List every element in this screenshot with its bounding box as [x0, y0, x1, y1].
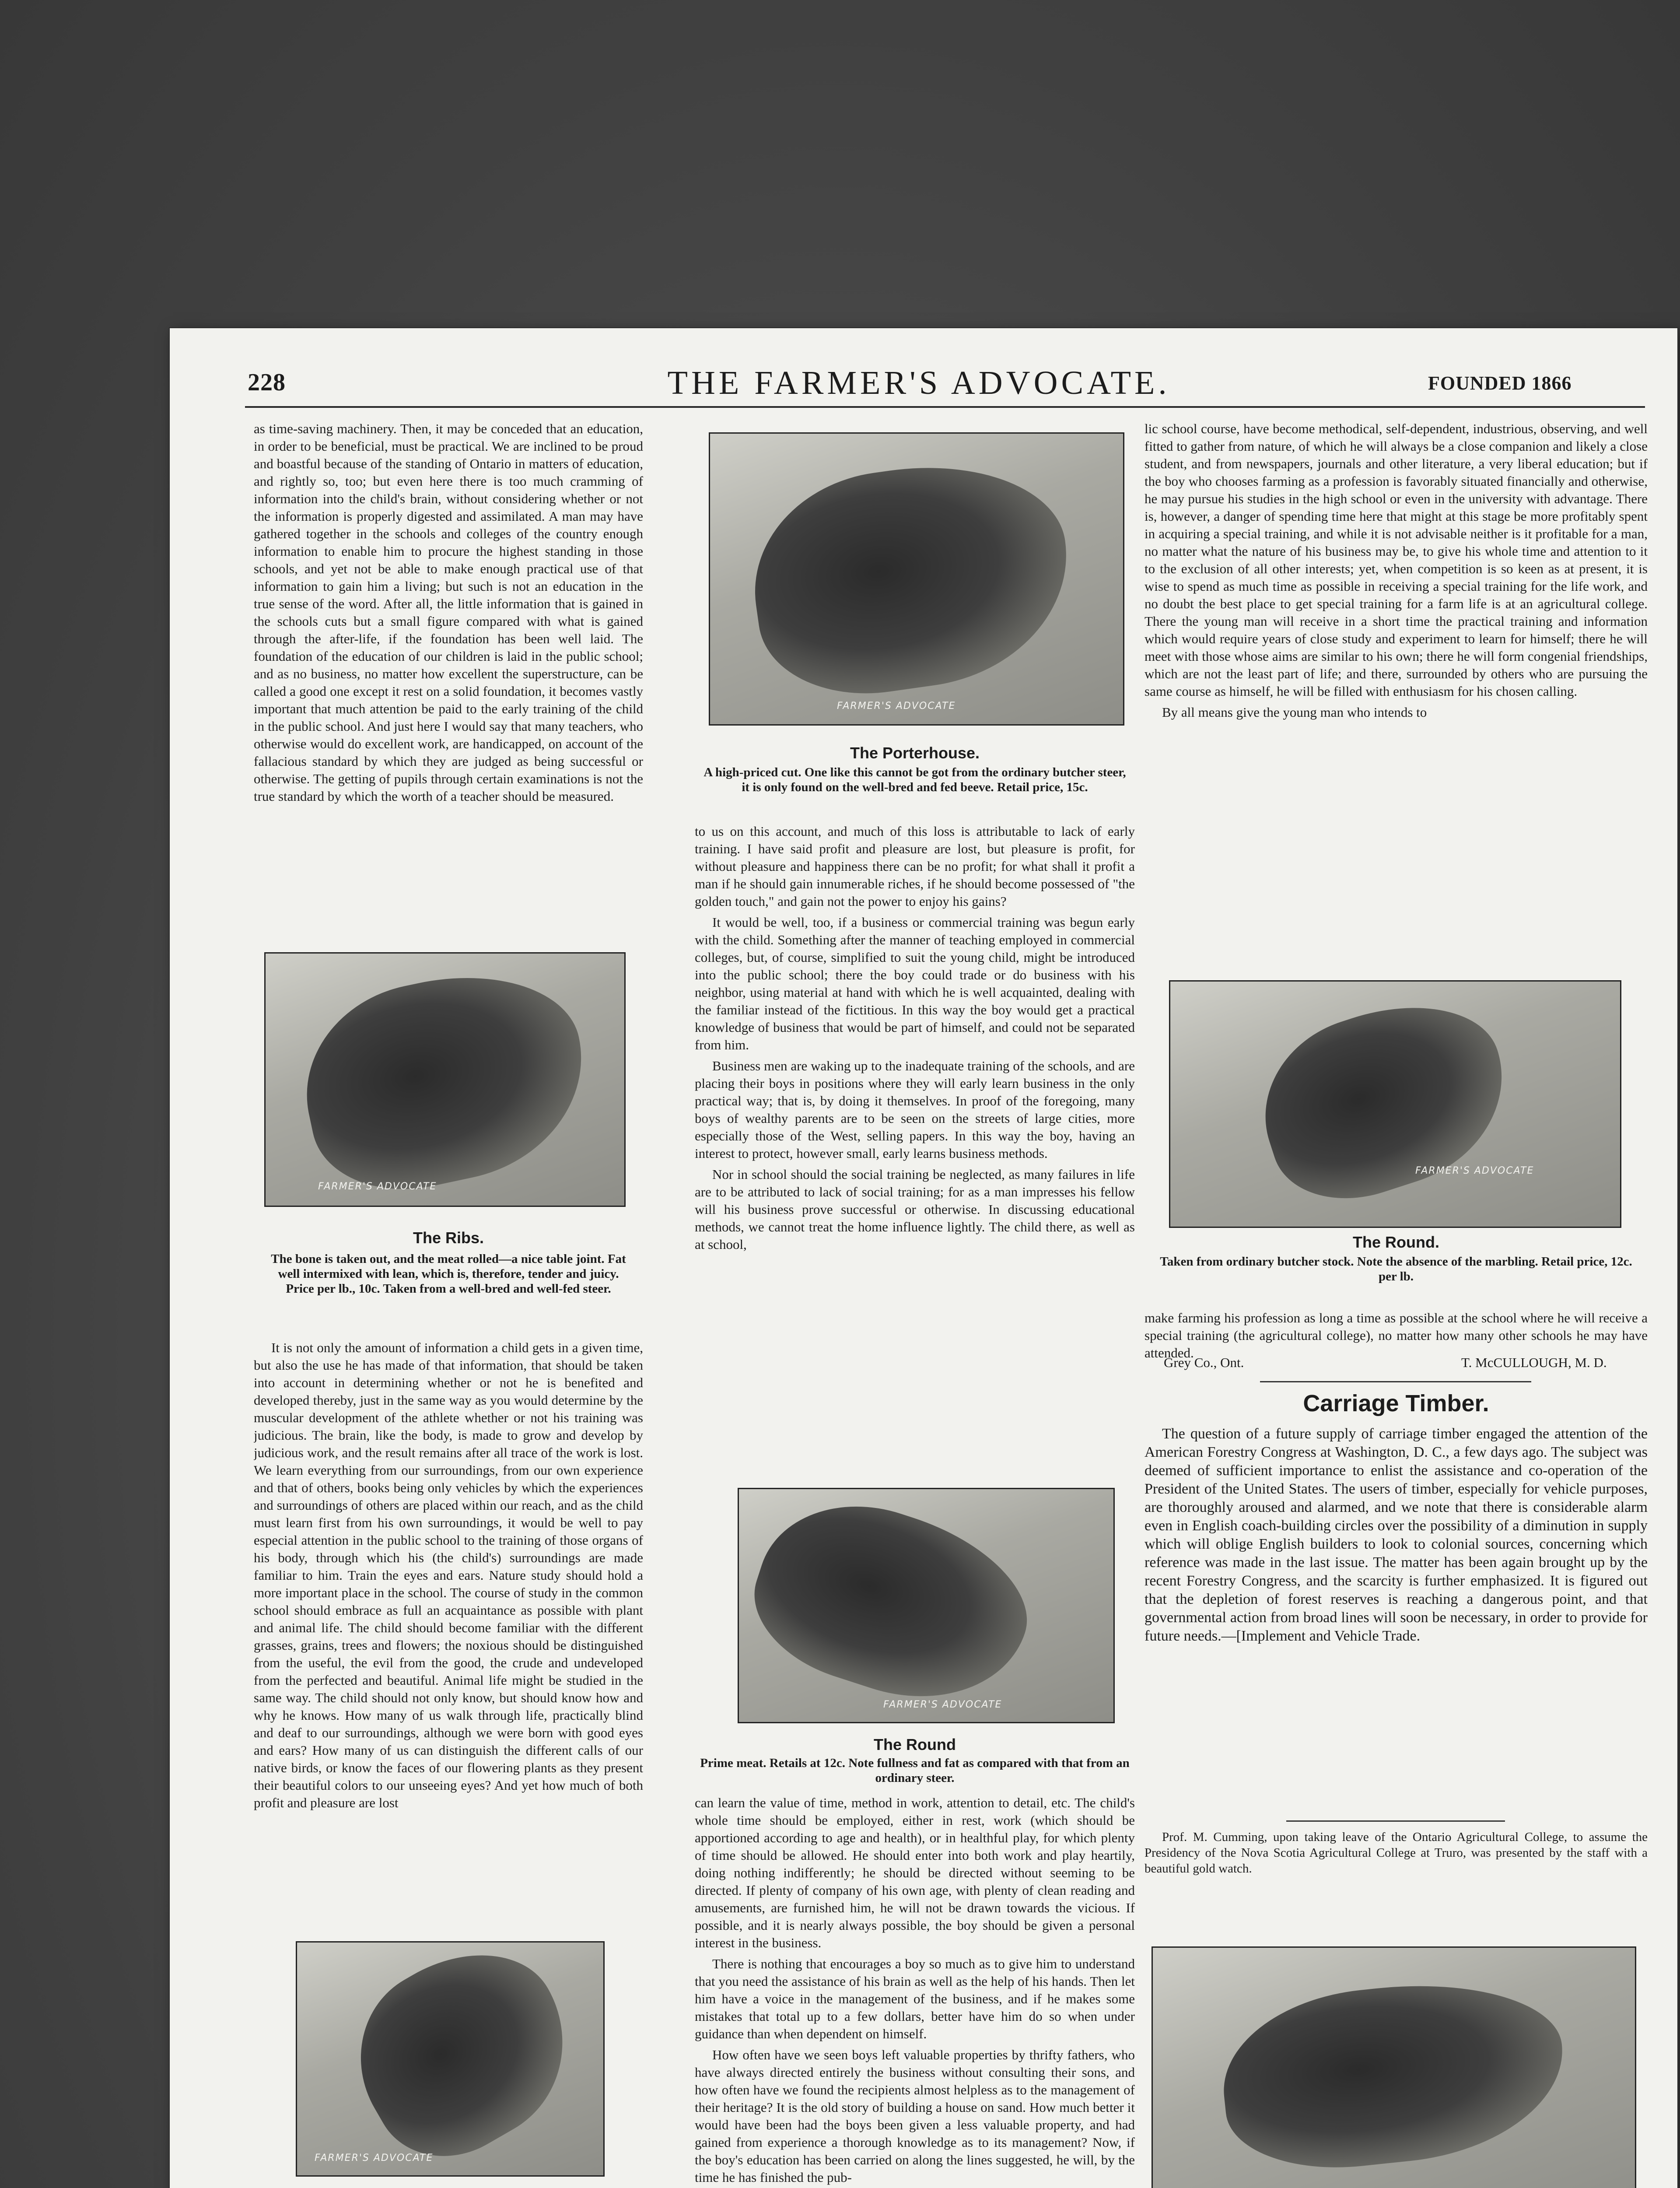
article-paragraph: How often have we seen boys left valuable properties by thrifty fathers, who have always directed entirely the business without consulting their sons, and how often have we found the recipients almost helpless as to the management of their heritage? It is the old story of building a house on sand. How much better it would have been had the boys been given a less valuable property, and had gained from experience a thorough knowledge as to its management? Now, if the boy's education has been carried on along the lines suggested, he will, by the time he has finished the pub-: [695, 2047, 1135, 2185]
photo-round-prime: [738, 1488, 1115, 1723]
signature-place: Grey Co., Ont.: [1164, 1355, 1244, 1370]
carriage-timber-article: [1144, 1425, 1648, 1810]
photo-ribs: [264, 952, 626, 1207]
article-paragraph: It would be well, too, if a business or commercial training was begun early with the child. Something after the manner of teaching employed in commercial colleges, but, of course, simplified to suit the young child, might be introduced into the public school; there the boy could trade or do business with his neighbor, using material at hand with which he is well acquainted, dealing with the familiar instead of the fictitious. In this way the boy would get a practical knowledge of business that would be part of himself, and could not be separated from him.: [695, 915, 1135, 1052]
signature-name: T. McCULLOUGH, M. D.: [1461, 1355, 1607, 1370]
column-1-bottom: [254, 1339, 643, 1925]
article-paragraph: to us on this account, and much of this loss is attributable to lack of early training. I have said profit and pleasure are lost, but pleasure is profit, for without pleasure and happiness there can be no profit; for what shall it profit a man if he should gain innumerable riches, if he should become possessed of "the golden touch," and gain not the power to enjoy his gains?: [695, 824, 1135, 909]
ribs-caption-title: The Ribs.: [413, 1229, 484, 1247]
photo-stamp: FARMER'S ADVOCATE: [315, 2153, 434, 2163]
photo-stamp: FARMER'S ADVOCATE: [1415, 1165, 1534, 1176]
article-paragraph: can learn the value of time, method in work, attention to detail, etc. The child's whole time should be employed, either in rest, work (which should be apportioned according to age and health), or in healthful play, for which plenty of time should be allowed. He should enter into both work and play heartily, doing nothing indifferently; he should be directed without seeming to be directed. If plenty of company of his own age, with plenty of clean reading and amusements, are furnished him, he will not be drawn towards the vicious. If possible, and it is nearly always possible, the boy should be given a personal interest in the business.: [695, 1795, 1135, 1950]
carriage-timber-title: Carriage Timber.: [1303, 1390, 1489, 1417]
header-rule: [245, 406, 1645, 408]
photo-round-ordinary: [1169, 980, 1621, 1228]
column-2-middle: [695, 823, 1135, 1479]
round-ordinary-caption-title: The Round.: [1353, 1233, 1439, 1251]
porterhouse-caption-title: The Porterhouse.: [850, 744, 980, 762]
cumming-note: [1144, 1829, 1648, 1880]
founded-label: FOUNDED 1866: [1428, 372, 1572, 394]
photo-stamp: FARMER'S ADVOCATE: [883, 1699, 1002, 1710]
photo-stamp: FARMER'S ADVOCATE: [318, 1181, 437, 1192]
article-paragraph: By all means give the young man who intends to: [1162, 705, 1427, 720]
column-1-top: [254, 420, 643, 809]
article-paragraph: There is nothing that encourages a boy so much as to give him to understand that you need the assistance of his brain as well as the help of his hands. Then let him have a voice in the management of the business, and if he makes some mistakes that total up to a few dollars, better have him do so when under guidance than when dependent on himself.: [695, 1956, 1135, 2041]
article-paragraph: as time-saving machinery. Then, it may be conceded that an education, in order to be beneficial, must be practical. We are inclined to be proud and boastful because of the standing of Ontario in matters of education, and rightly so, too; but even here there is too much cramming of information into the child's brain, without considering whether or not the information is properly digested and assimilated. A man may have gathered together in the schools and colleges of the country enough information to enable him to procure the highest standing in those schools, and yet not be able to make enough practical use of that information to gain him a living; but such is not an education in the true sense of the word. After all, the little information that is gained in the schools cuts but a small figure compared with what is gained through the after-life, if the foundation has been well laid. The foundation of the education of our children is laid in the public school; and as no business, no matter how excellent the superstructure, can be called a good one except it rest on a solid foundation, it becomes vastly important that much attention be paid to the early training of the child in the public school. And just here I would say that many teachers, who otherwise would do excellent work, are handicapped, on account of the fallacious standard by which they are judged as being successful or otherwise. The getting of pupils through certain examinations is not the true standard by which the worth of a teacher should be measured.: [254, 421, 643, 804]
article-paragraph: The question of a future supply of carriage timber engaged the attention of the American Forestry Congress at Washington, D. C., a few days ago. The subject was deemed of sufficient importance to enlist the assistance and co-operation of the President of the United States. The users of timber, especially for vehicle purposes, are thoroughly aroused and alarmed, and we note that there is considerable alarm even in English coach-building circles over the possibility of a diminution in supply which will oblige English builders to look to colonial sources, concerning which reference was made in the last issue. The matter has been again brought up by the recent Forestry Congress, and the scarcity is further emphasized. It is figured out that the depletion of forest reserves is reaching a dangerous point, and that governmental action from broad lines will soon be necessary, in order to provide for future needs.—[Implement and Vehicle Trade.: [1144, 1426, 1648, 1644]
article-paragraph: make farming his profession as long a time as possible at the school where he will receive a special training (the agricultural college), no matter how many other schools he may have attended.: [1144, 1310, 1648, 1360]
masthead-title: THE FARMER'S ADVOCATE.: [667, 365, 1170, 401]
article-paragraph: It is not only the amount of information a child gets in a given time, but also the use he has made of that information, that should be taken into account in determining whether or not he is benefited and developed thereby, just in the same way as you would determine by the muscular development of the athlete whether or not his training was judicious. The brain, like the body, is made to grow and develop by judicious work, and the result remains after all trace of the work is lost. We learn everything from our surroundings, from our own experience and that of others, books being only vehicles by which the experiences and surroundings of others are placed within our reach, and as the child must learn first from his own surroundings, it would be well to pay especial attention in the public school to the training of those organs of his body, through which his (the child's) surroundings are made familiar to him. Train the eyes and ears. Nature study should hold a more important place in the school. The course of study in the common school should embrace as full an acquaintance as possible with plant and animal life. The child should become familiar with the different grasses, grains, trees and flowers; the noxious should be distinguished from the useful, the evil from the good, the crude and undeveloped from the perfected and beautiful. Animal life might be studied in the same way. The child should not only know, but should know how and why he knows. How many of us walk through life, practically blind and deaf to our surroundings, although we were born with good eyes and ears? How many of us can distinguish the different calls of our native birds, or know the faces of our flowering plants as they present their beautiful colors to our unseeing eyes? And yet how much of both profit and pleasure are lost: [254, 1340, 643, 1810]
photo-stamp: FARMER'S ADVOCATE: [837, 701, 956, 712]
round-prime-caption: Prime meat. Retails at 12c. Note fullness and fat as compared with that from an ordinary steer.: [700, 1756, 1130, 1785]
page-number: 228: [248, 369, 286, 396]
porterhouse-caption: A high-priced cut. One like this cannot be got from the ordinary butcher steer, it is only found on the well-bred and fed beeve. Retail price, 15c.: [704, 765, 1126, 794]
photo-porterhouse: [709, 432, 1124, 726]
photo-cheap-porterhouse: [296, 1941, 605, 2177]
round-ordinary-caption: Taken from ordinary butcher stock. Note the absence of the marbling. Retail price, 12c. per lb.: [1160, 1255, 1632, 1283]
photo-loin: [1152, 1946, 1636, 2188]
section-rule: [1260, 1381, 1531, 1382]
round-prime-caption-title: The Round: [874, 1736, 956, 1753]
ribs-caption: The bone is taken out, and the meat rolled—a nice table joint. Fat well intermixed with lean, which is, therefore, tender and juicy. Price per lb., 10c. Taken from a well-bred and well-fed steer.: [271, 1252, 626, 1296]
article-paragraph: Business men are waking up to the inadequate training of the schools, and are placing their boys in positions where they will early learn business in the only practical way; that is, by doing it themselves. In proof of the foregoing, many boys of wealthy parents are to be seen on the streets of large cities, more especially those of the West, selling papers. In this way the boy, having an interest to protect, however small, early learns business methods.: [695, 1058, 1135, 1161]
column-2-bottom: [695, 1794, 1135, 2188]
article-paragraph: Prof. M. Cumming, upon taking leave of the Ontario Agricultural College, to assume the Presidency of the Nova Scotia Agricultural College at Truro, was presented by the staff with a beautiful gold watch.: [1144, 1830, 1648, 1876]
section-rule: [1286, 1820, 1505, 1822]
article-paragraph: lic school course, have become methodical, self-dependent, industrious, observing, and well fitted to gather from nature, of which he will always be a close companion and likely a close student, and from newspapers, journals and other literature, a very liberal education; but if the boy who chooses farming as a profession is favorably situated financially and otherwise, he may pursue his studies in the high school or even in the university with advantage. There is, however, a danger of spending time here that might at this stage be more profitably spent in acquiring a special training, and while it is not advisable neither is it profitable for a man, no matter what the nature of his business may be, to give his whole time and attention to it to the exclusion of all other interests; yet, when competition is so keen as at present, it is wise to spend as much time as possible in receiving a special training for the life work, and no doubt the best place to get special training for a farm life is at an agricultural college. There the young man will receive in a short time the practical training and information which would require years of close study and experiment to learn for himself; there he will meet with those whose aims are similar to his own; there he will form congenial friendships, which are not the least part of life; and there, surrounded by others who are pursuing the same course as himself, he will be filled with enthusiasm for his chosen calling.: [1144, 421, 1648, 699]
article-paragraph: Nor in school should the social training be neglected, as many failures in life are to be attributed to lack of social training; for as a man impresses his fellow will his business prove successful or otherwise. In discussing educational methods, we cannot treat the home influence lightly. The child there, as well as at school,: [695, 1167, 1135, 1252]
column-3-top: [1144, 420, 1648, 1024]
